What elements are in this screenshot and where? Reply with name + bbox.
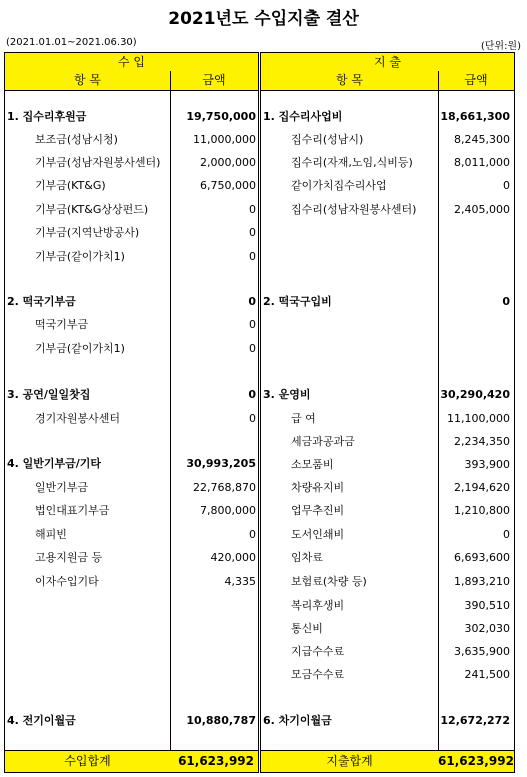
income-row-value: 420,000	[210, 551, 256, 564]
income-row-label: 해피빈	[35, 528, 67, 541]
expense-row-label: 3. 운영비	[263, 388, 311, 401]
income-total-value: 61,623,992	[178, 754, 254, 768]
income-item-row	[5, 525, 258, 545]
expense-row-value: 390,510	[464, 599, 510, 612]
expense-row-value: 30,290,420	[440, 388, 510, 401]
income-category-row	[5, 385, 258, 405]
income-row-value: 0	[249, 226, 256, 239]
income-item-row	[5, 478, 258, 498]
expense-row-value: 0	[503, 179, 510, 192]
income-row-value: 10,880,787	[186, 714, 256, 727]
expense-col-item: 항 목	[336, 73, 363, 87]
expense-row-value: 8,245,300	[454, 133, 510, 146]
expense-row-value: 2,234,350	[454, 435, 510, 448]
income-item-row	[5, 548, 258, 568]
income-item-row	[5, 572, 258, 592]
income-category-row	[5, 711, 258, 731]
income-row-value: 0	[249, 318, 256, 331]
income-item-row	[5, 176, 258, 196]
expense-row-value: 302,030	[464, 622, 510, 635]
expense-item-row	[261, 200, 514, 220]
income-row-value: 11,000,000	[193, 133, 256, 146]
expense-row-label: 통신비	[291, 622, 323, 635]
income-panel	[4, 52, 259, 773]
income-category-row	[5, 107, 258, 127]
expense-row-label: 모금수수료	[291, 668, 345, 681]
expense-row-label: 1. 집수리사업비	[263, 110, 343, 123]
income-item-row	[5, 247, 258, 267]
income-row-label: 4. 일반기부금/기타	[7, 457, 102, 470]
expense-row-label: 같이가치집수리사업	[291, 179, 387, 192]
expense-total-label: 지출합계	[326, 754, 373, 768]
income-row-label: 고용지원금 등	[35, 551, 103, 564]
period-label: (2021.01.01~2021.06.30)	[6, 37, 137, 48]
expense-row-label: 지급수수료	[291, 645, 345, 658]
income-item-row	[5, 501, 258, 521]
income-row-value: 0	[249, 203, 256, 216]
expense-row-label: 소모품비	[291, 458, 334, 471]
expense-row-value: 6,693,600	[454, 551, 510, 564]
expense-row-value: 393,900	[464, 458, 510, 471]
income-item-row	[5, 223, 258, 243]
income-item-row	[5, 339, 258, 359]
expense-row-value: 8,011,000	[454, 156, 510, 169]
expense-item-row	[261, 455, 514, 475]
income-row-label: 기부금(같이가치1)	[35, 342, 125, 355]
expense-row-label: 업무추진비	[291, 504, 345, 517]
expense-row-value: 241,500	[464, 668, 510, 681]
income-item-row	[5, 130, 258, 150]
income-header: 수 입	[5, 53, 258, 72]
income-row-label: 3. 공연/일일찻집	[7, 388, 91, 401]
income-row-label: 경기자원봉사센터	[35, 412, 121, 425]
expense-row-value: 18,661,300	[440, 110, 510, 123]
expense-row-value: 2,194,620	[454, 481, 510, 494]
expense-row-label: 복리후생비	[291, 599, 345, 612]
expense-item-row	[261, 596, 514, 616]
expense-category-row	[261, 711, 514, 731]
expense-col-amount: 금액	[464, 73, 488, 87]
income-row-label: 4. 전기이월금	[7, 714, 76, 727]
expense-total-row	[261, 750, 514, 772]
expense-item-row	[261, 572, 514, 592]
expense-category-row	[261, 107, 514, 127]
expense-item-row	[261, 409, 514, 429]
expense-item-row	[261, 619, 514, 639]
expense-row-value: 1,893,210	[454, 575, 510, 588]
expense-row-label: 도서인쇄비	[291, 528, 345, 541]
expense-item-row	[261, 130, 514, 150]
income-item-row	[5, 200, 258, 220]
income-item-row	[5, 409, 258, 429]
expense-total-value: 61,623,992	[438, 754, 514, 768]
expense-row-label: 차량유지비	[291, 481, 345, 494]
income-row-value: 6,750,000	[200, 179, 256, 192]
income-row-label: 2. 떡국기부금	[7, 295, 76, 308]
expense-row-label: 집수리(성남시)	[291, 133, 364, 146]
income-row-value: 0	[249, 250, 256, 263]
income-column-headers	[5, 71, 258, 91]
expense-column-headers	[261, 71, 514, 91]
income-row-label: 일반기부금	[35, 481, 89, 494]
income-row-value: 0	[249, 412, 256, 425]
expense-item-row	[261, 642, 514, 662]
expense-row-value: 0	[503, 528, 510, 541]
expense-header: 지 출	[261, 53, 514, 72]
income-row-label: 이자수입기타	[35, 575, 99, 588]
income-row-label: 기부금(지역난방공사)	[35, 226, 140, 239]
income-row-value: 2,000,000	[200, 156, 256, 169]
income-col-amount: 금액	[202, 73, 226, 87]
income-total-label: 수입합계	[64, 754, 111, 768]
expense-item-row	[261, 478, 514, 498]
income-row-value: 0	[249, 528, 256, 541]
income-row-label: 기부금(같이가치1)	[35, 250, 125, 263]
expense-row-label: 세금과공과금	[291, 435, 355, 448]
income-row-value: 22,768,870	[193, 481, 256, 494]
income-row-label: 1. 집수리후원금	[7, 110, 87, 123]
expense-row-value: 2,405,000	[454, 203, 510, 216]
expense-item-row	[261, 153, 514, 173]
expense-panel	[260, 52, 515, 773]
expense-item-row	[261, 548, 514, 568]
income-row-value: 0	[248, 295, 256, 308]
expense-row-label: 임차료	[291, 551, 323, 564]
expense-row-value: 0	[502, 295, 510, 308]
expense-row-label: 6. 차기이월금	[263, 714, 332, 727]
expense-row-label: 보험료(차량 등)	[291, 575, 367, 588]
income-category-row	[5, 454, 258, 474]
income-row-label: 기부금(성남자원봉사센터)	[35, 156, 161, 169]
income-row-label: 기부금(KT&G)	[35, 179, 106, 192]
expense-row-label: 집수리(성남자원봉사센터)	[291, 203, 417, 216]
income-row-value: 19,750,000	[186, 110, 256, 123]
expense-row-label: 2. 떡국구입비	[263, 295, 332, 308]
expense-row-label: 급 여	[291, 412, 316, 425]
expense-item-row	[261, 432, 514, 452]
income-category-row	[5, 292, 258, 312]
income-total-row	[5, 750, 258, 772]
page-title: 2021년도 수입지출 결산	[168, 9, 359, 29]
income-row-value: 4,335	[224, 575, 256, 588]
expense-item-row	[261, 665, 514, 685]
expense-item-row	[261, 501, 514, 521]
expense-item-row	[261, 525, 514, 545]
income-row-label: 보조금(성남시청)	[35, 133, 118, 146]
expense-row-value: 3,635,900	[454, 645, 510, 658]
unit-label: (단위:원)	[480, 41, 521, 52]
income-row-value: 0	[249, 342, 256, 355]
expense-row-value: 11,100,000	[447, 412, 510, 425]
income-row-label: 법인대표기부금	[35, 504, 110, 517]
income-item-row	[5, 153, 258, 173]
expense-category-row	[261, 292, 514, 312]
expense-row-value: 1,210,800	[454, 504, 510, 517]
expense-row-label: 집수리(자재,노임,식비등)	[291, 156, 413, 169]
income-col-item: 항 목	[74, 73, 101, 87]
income-row-value: 30,993,205	[186, 457, 256, 470]
income-row-label: 기부금(KT&G상상펀드)	[35, 203, 149, 216]
income-row-value: 7,800,000	[200, 504, 256, 517]
income-row-label: 떡국기부금	[35, 318, 89, 331]
expense-category-row	[261, 385, 514, 405]
expense-item-row	[261, 176, 514, 196]
expense-row-value: 12,672,272	[440, 714, 510, 727]
income-row-value: 0	[248, 388, 256, 401]
income-item-row	[5, 315, 258, 335]
